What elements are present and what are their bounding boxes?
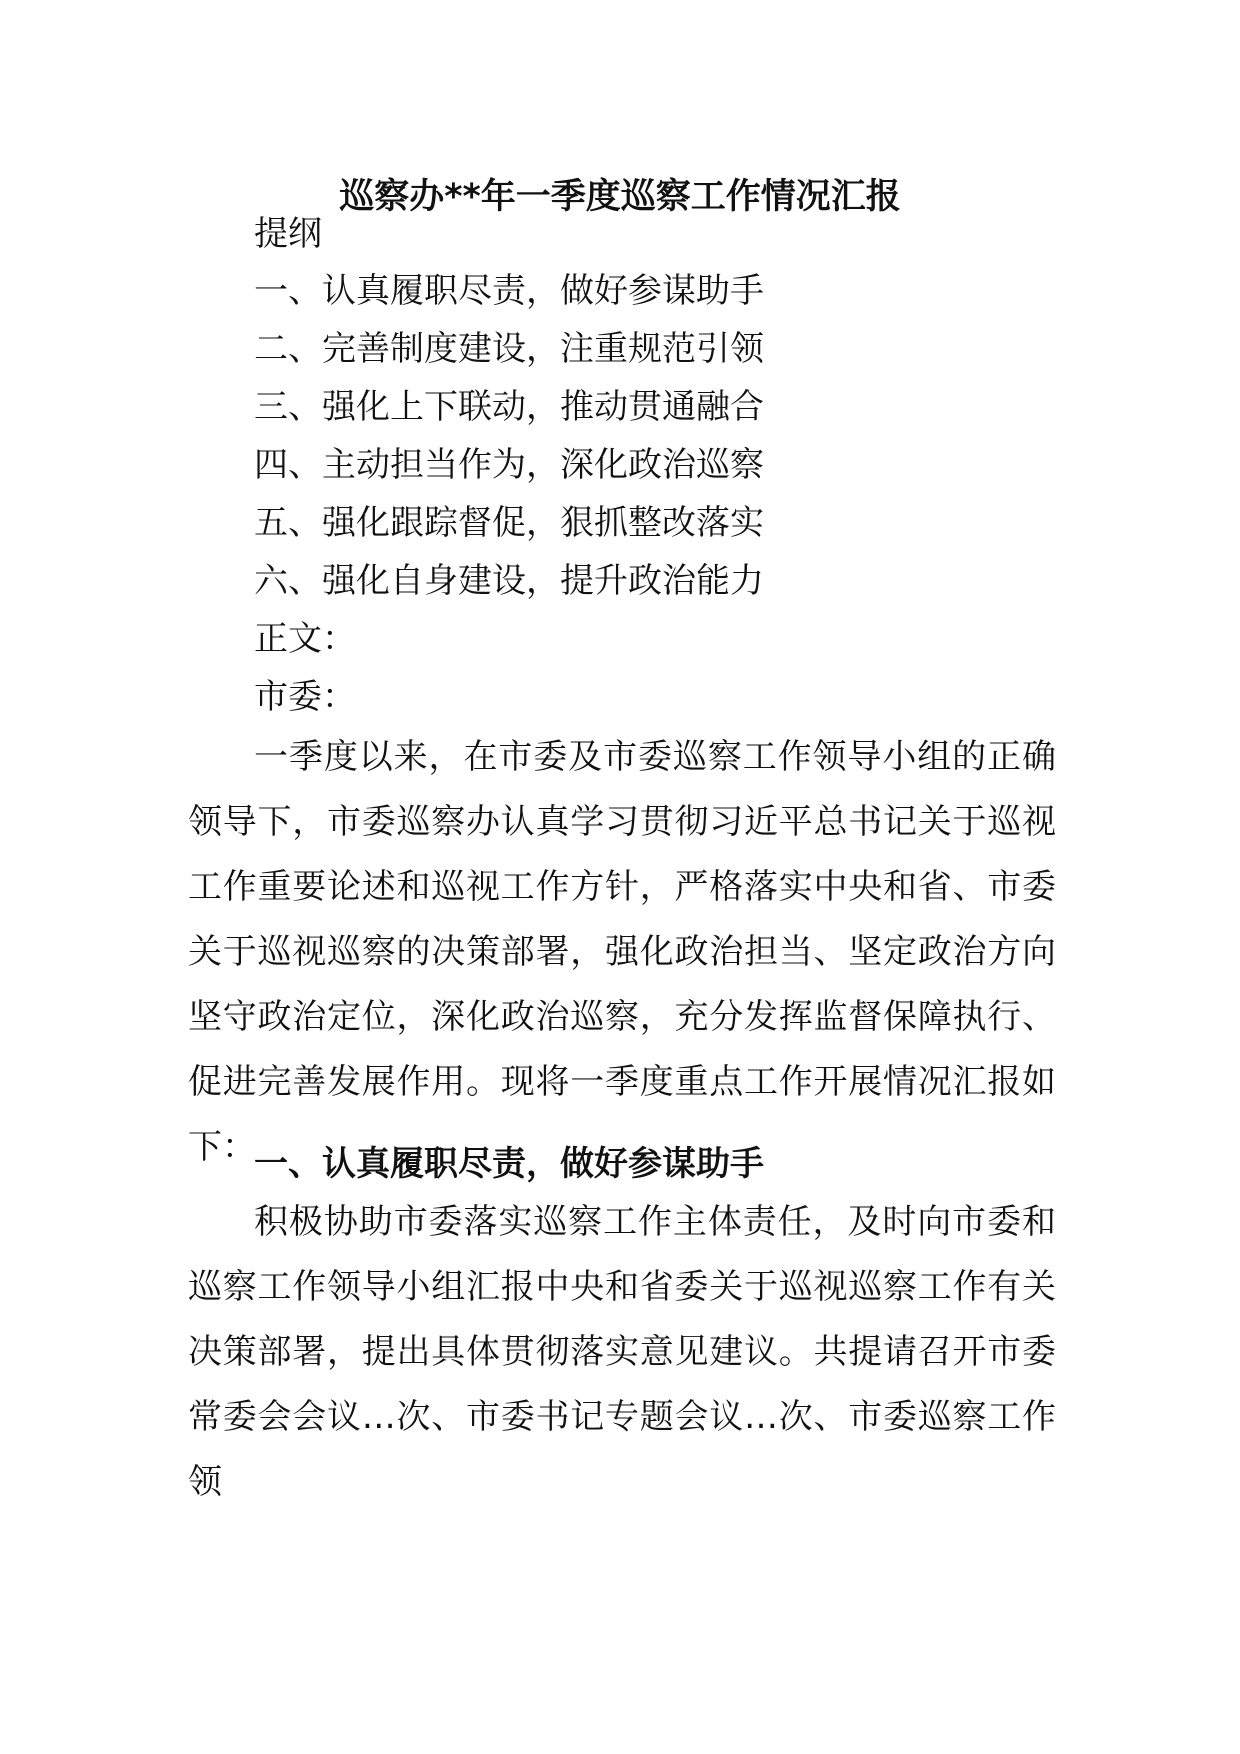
body-label: 正文： (254, 619, 356, 659)
outline-item-4: 四、主动担当作为，深化政治巡察 (254, 445, 764, 485)
outline-item-2: 二、完善制度建设，注重规范引领 (254, 329, 764, 369)
outline-item-3: 三、强化上下联动，推动贯通融合 (254, 387, 764, 427)
outline-item-6: 六、强化自身建设，提升政治能力 (254, 561, 764, 601)
section-paragraph-1: 积极协助市委落实巡察工作主体责任，及时向市委和巡察工作领导小组汇报中央和省委关于巡视巡察工作有关决策部署，提出具体贯彻落实意见建议。共提请召开市委常委会会议…次、市委书记专题会议…次、市委巡察工作领 (188, 1202, 1056, 1502)
document-title: 巡察办**年一季度巡察工作情况汇报 (339, 177, 901, 217)
outline-item-1: 一、认真履职尽责，做好参谋助手 (254, 271, 764, 311)
salutation: 市委： (254, 677, 356, 717)
outline-item-5: 五、强化跟踪督促，狠抓整改落实 (254, 503, 764, 543)
intro-paragraph: 一季度以来，在市委及市委巡察工作领导小组的正确领导下，市委巡察办认真学习贯彻习近平总书记关于巡视工作重要论述和巡视工作方针，严格落实中央和省、市委关于巡视巡察的决策部署，强化政治担当、坚定政治方向坚守政治定位，深化政治巡察，充分发挥监督保障执行、促进完善发展作用。现将一季度重点工作开展情况汇报如下： (188, 737, 1056, 1167)
outline-label: 提纲 (254, 214, 322, 254)
section-heading-1: 一、认真履职尽责，做好参谋助手 (254, 1144, 764, 1184)
